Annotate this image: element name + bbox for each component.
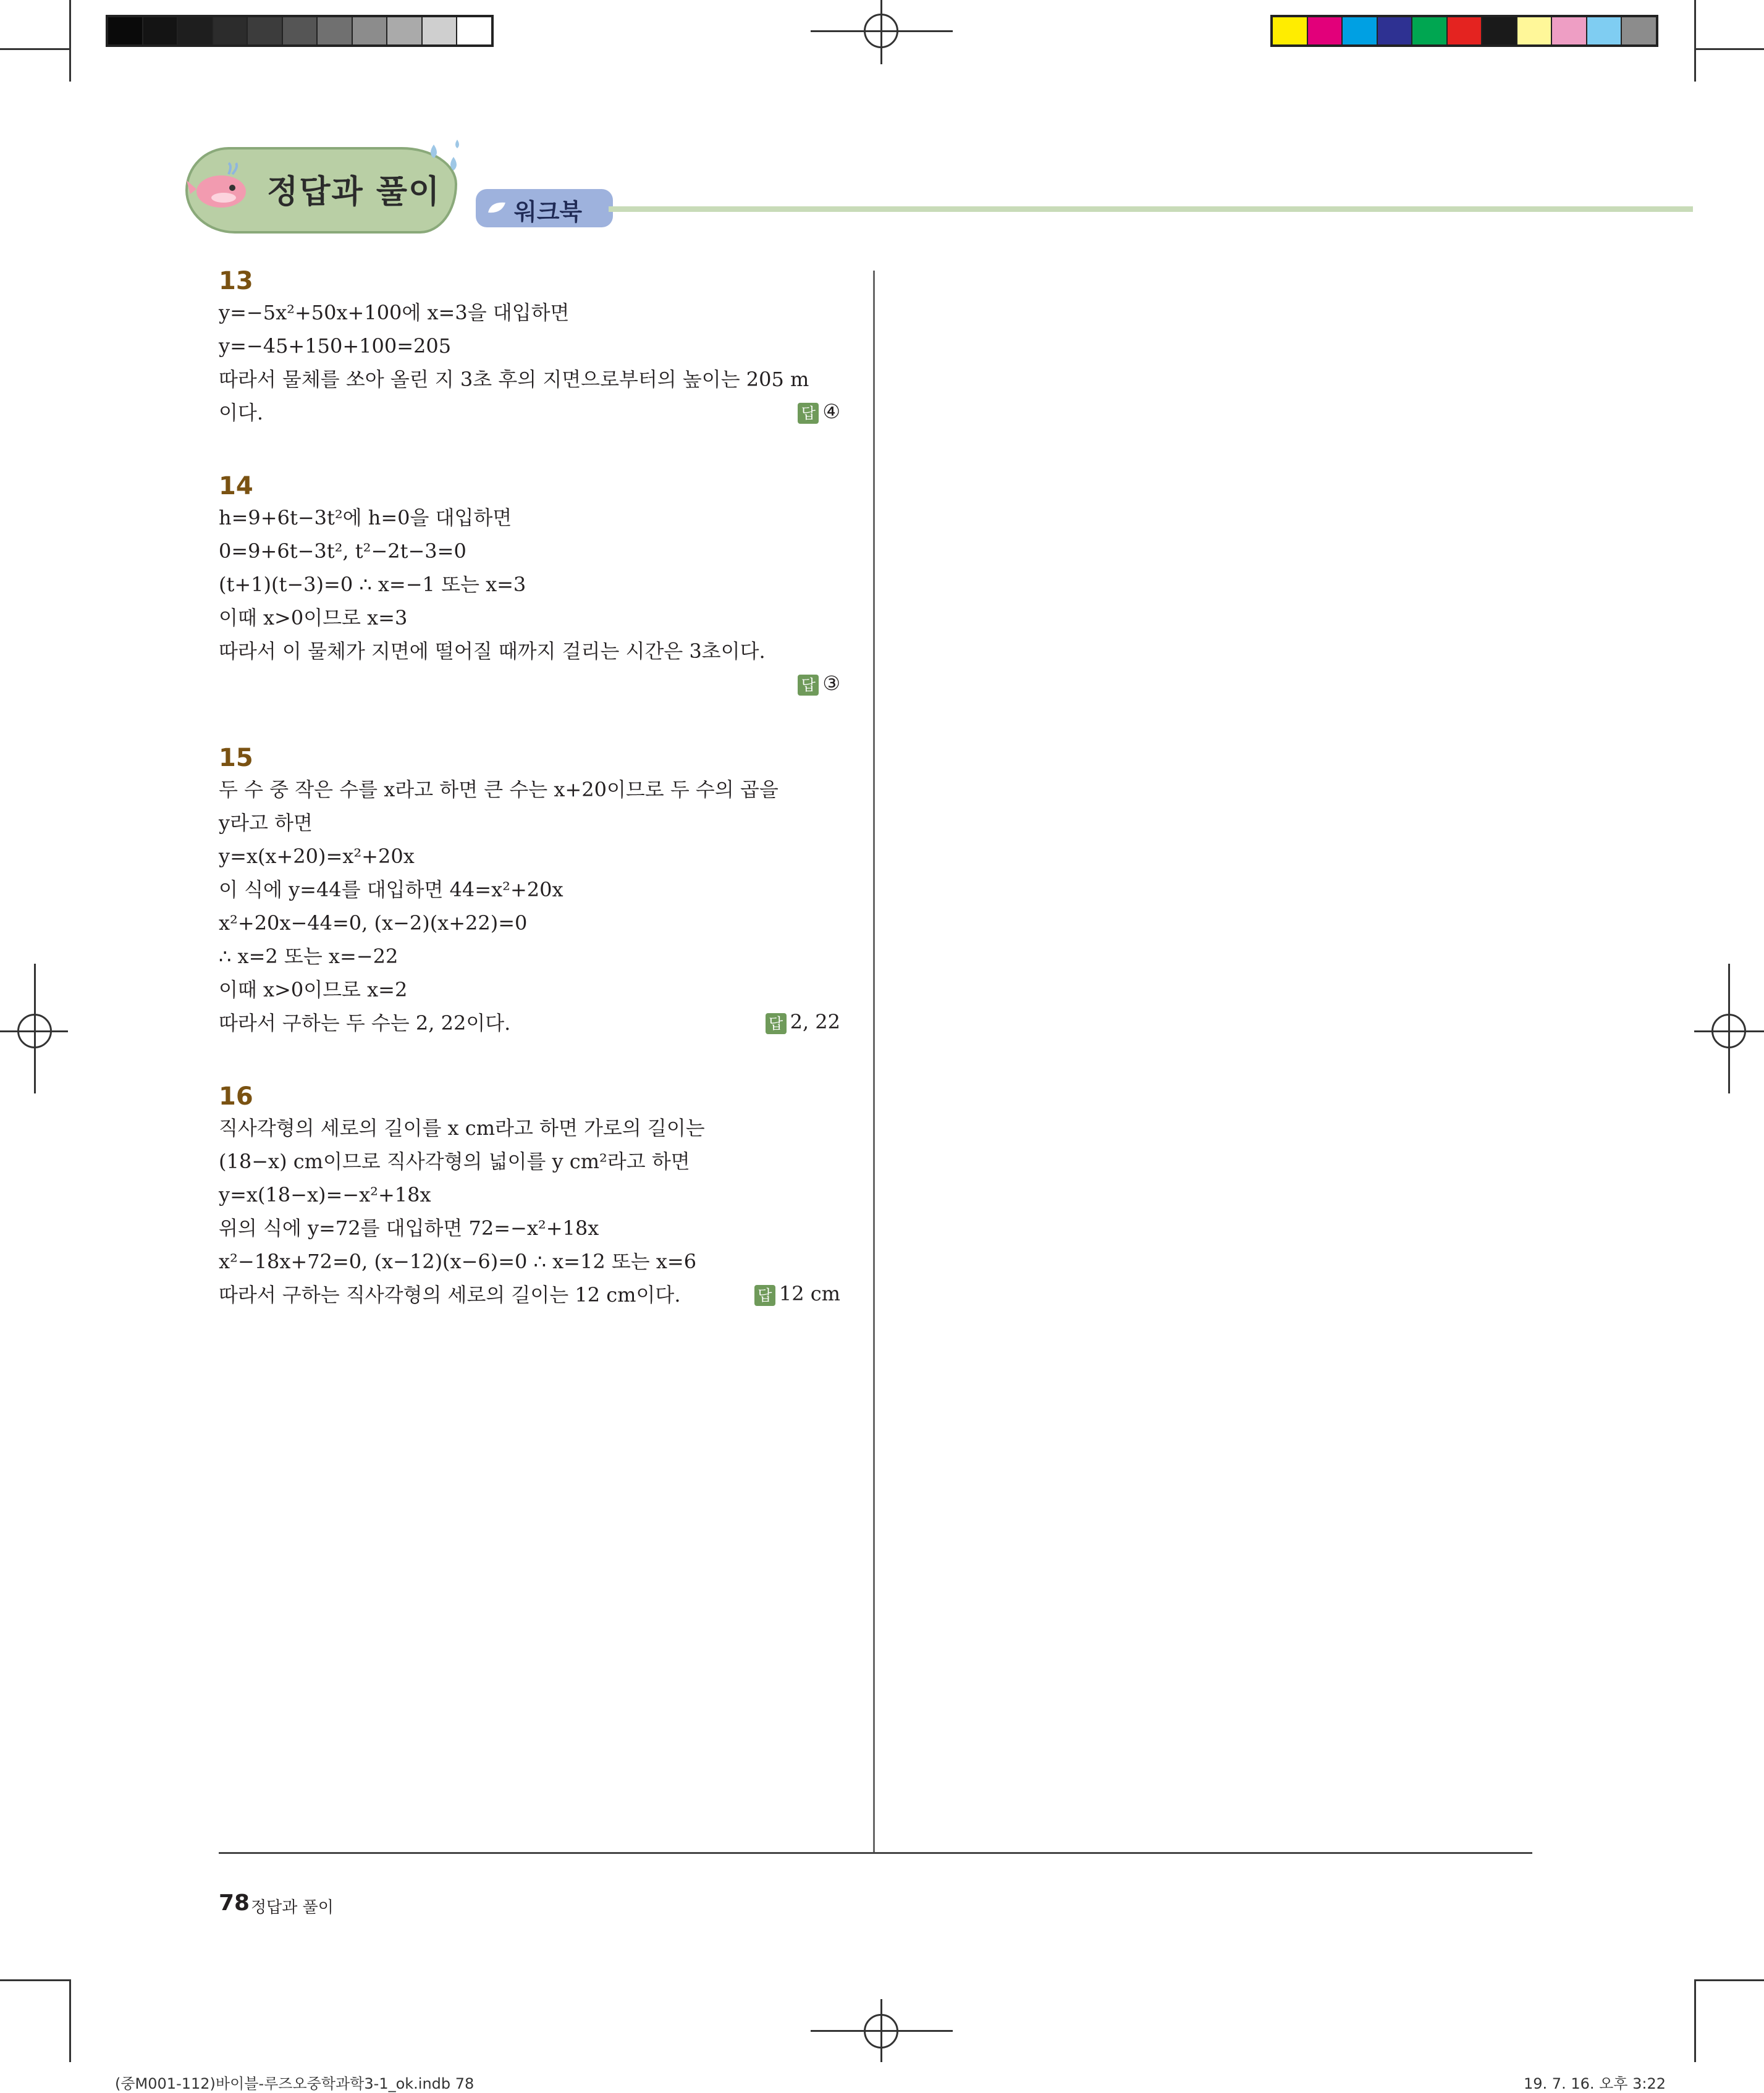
calibration-swatch bbox=[108, 17, 143, 44]
page-number: 78 bbox=[219, 1890, 250, 1916]
solution-line: x²−18x+72=0, (x−12)(x−6)=0 ∴ x=12 또는 x=6 bbox=[219, 1250, 697, 1273]
solution-line: 이때 x>0이므로 x=2 bbox=[219, 978, 408, 1001]
calibration-swatch bbox=[143, 17, 179, 44]
solution-line: 따라서 물체를 쏘아 올린 지 3초 후의 지면으로부터의 높이는 205 m bbox=[219, 368, 809, 391]
solution-line: 이때 x>0이므로 x=3 bbox=[219, 606, 408, 630]
calibration-swatch bbox=[457, 17, 491, 44]
footer-rule bbox=[219, 1852, 1532, 1854]
calibration-swatch bbox=[1273, 17, 1308, 44]
answer-badge-icon: 답 bbox=[798, 675, 819, 696]
crop-mark bbox=[69, 1979, 71, 2062]
calibration-swatch bbox=[1412, 17, 1448, 44]
footer-label: 정답과 풀이 bbox=[251, 1898, 334, 1917]
calibration-swatch bbox=[1448, 17, 1483, 44]
crop-mark bbox=[1694, 1979, 1696, 2062]
crop-mark bbox=[1694, 1979, 1764, 1981]
answer bbox=[798, 402, 840, 424]
solution-line: (t+1)(t−3)=0 ∴ x=−1 또는 x=3 bbox=[219, 573, 526, 596]
solution-line: (18−x) cm이므로 직사각형의 넓이를 y cm²라고 하면 bbox=[219, 1150, 690, 1173]
solution-line: 0=9+6t−3t², t²−2t−3=0 bbox=[219, 539, 466, 563]
calibration-swatch bbox=[1378, 17, 1413, 44]
calibration-swatch bbox=[248, 17, 283, 44]
problem-number: 13 bbox=[219, 267, 253, 295]
solution-line: y=−5x²+50x+100에 x=3을 대입하면 bbox=[219, 301, 570, 324]
answer-badge-icon: 답 bbox=[754, 1285, 775, 1306]
answer-badge-icon: 답 bbox=[798, 403, 819, 424]
calibration-swatch bbox=[1343, 17, 1378, 44]
solution-line: 따라서 구하는 두 수는 2, 22이다. bbox=[219, 1011, 511, 1035]
crop-mark bbox=[1694, 0, 1696, 82]
answer-value: ③ bbox=[822, 672, 840, 695]
answer-value: ④ bbox=[822, 400, 840, 423]
header-title: 정답과 풀이 bbox=[267, 174, 441, 211]
solution-line: y=x(x+20)=x²+20x bbox=[219, 844, 415, 868]
calibration-swatch bbox=[1587, 17, 1623, 44]
gray-calibration-bar bbox=[106, 15, 494, 47]
answer-value: 12 cm bbox=[779, 1282, 840, 1305]
solution-line: h=9+6t−3t²에 h=0을 대입하면 bbox=[219, 506, 512, 529]
header-rule bbox=[609, 206, 1693, 212]
registration-target-icon bbox=[1711, 1014, 1746, 1048]
answer-value: 2, 22 bbox=[790, 1010, 840, 1034]
solution-line: y라고 하면 bbox=[219, 811, 313, 835]
problem-number: 14 bbox=[219, 472, 253, 500]
calibration-swatch bbox=[283, 17, 318, 44]
crop-mark bbox=[0, 48, 69, 50]
calibration-swatch bbox=[318, 17, 353, 44]
solution-line: 따라서 구하는 직사각형의 세로의 길이는 12 cm이다. bbox=[219, 1283, 681, 1307]
solution-line: 이다. bbox=[219, 401, 263, 424]
solution-line: 이 식에 y=44를 대입하면 44=x²+20x bbox=[219, 878, 563, 901]
registration-target-icon bbox=[17, 1014, 52, 1048]
calibration-swatch bbox=[353, 17, 388, 44]
solution-line: 직사각형의 세로의 길이를 x cm라고 하면 가로의 길이는 bbox=[219, 1116, 705, 1140]
solution-line: 두 수 중 작은 수를 x라고 하면 큰 수는 x+20이므로 두 수의 곱을 bbox=[219, 778, 779, 801]
solution-line: ∴ x=2 또는 x=−22 bbox=[219, 945, 399, 968]
solution-line: y=x(18−x)=−x²+18x bbox=[219, 1183, 431, 1207]
solution-line: 위의 식에 y=72를 대입하면 72=−x²+18x bbox=[219, 1216, 599, 1240]
calibration-swatch bbox=[387, 17, 423, 44]
calibration-swatch bbox=[1517, 17, 1553, 44]
calibration-swatch bbox=[423, 17, 458, 44]
problem-number: 15 bbox=[219, 744, 253, 772]
answer-badge-icon: 답 bbox=[766, 1013, 787, 1034]
registration-target-icon bbox=[864, 14, 898, 48]
answer bbox=[766, 1012, 840, 1034]
crop-mark bbox=[0, 1979, 69, 1981]
color-calibration-bar bbox=[1270, 15, 1658, 47]
answer bbox=[798, 673, 840, 696]
whale-icon bbox=[185, 162, 253, 217]
column-divider bbox=[873, 271, 875, 1853]
crop-mark bbox=[1694, 48, 1764, 50]
solution-line: y=−45+150+100=205 bbox=[219, 334, 452, 358]
problem-number: 16 bbox=[219, 1082, 253, 1111]
calibration-swatch bbox=[1308, 17, 1343, 44]
crop-mark bbox=[69, 0, 71, 82]
solution-line: x²+20x−44=0, (x−2)(x+22)=0 bbox=[219, 911, 528, 935]
print-slug-left: (중M001-112)바이블-루즈오중학과학3-1_ok.indb 78 bbox=[115, 2075, 475, 2092]
calibration-swatch bbox=[213, 17, 248, 44]
solution-line: 따라서 이 물체가 지면에 떨어질 때까지 걸리는 시간은 3초이다. bbox=[219, 639, 766, 663]
calibration-swatch bbox=[178, 17, 213, 44]
registration-target-icon bbox=[864, 2014, 898, 2049]
answer bbox=[754, 1284, 840, 1306]
calibration-swatch bbox=[1552, 17, 1587, 44]
workbook-tag-label: 워크북 bbox=[514, 198, 583, 225]
calibration-swatch bbox=[1622, 17, 1656, 44]
calibration-swatch bbox=[1482, 17, 1517, 44]
print-slug-right: 19. 7. 16. 오후 3:22 bbox=[1524, 2075, 1666, 2092]
leaf-icon bbox=[487, 200, 507, 216]
